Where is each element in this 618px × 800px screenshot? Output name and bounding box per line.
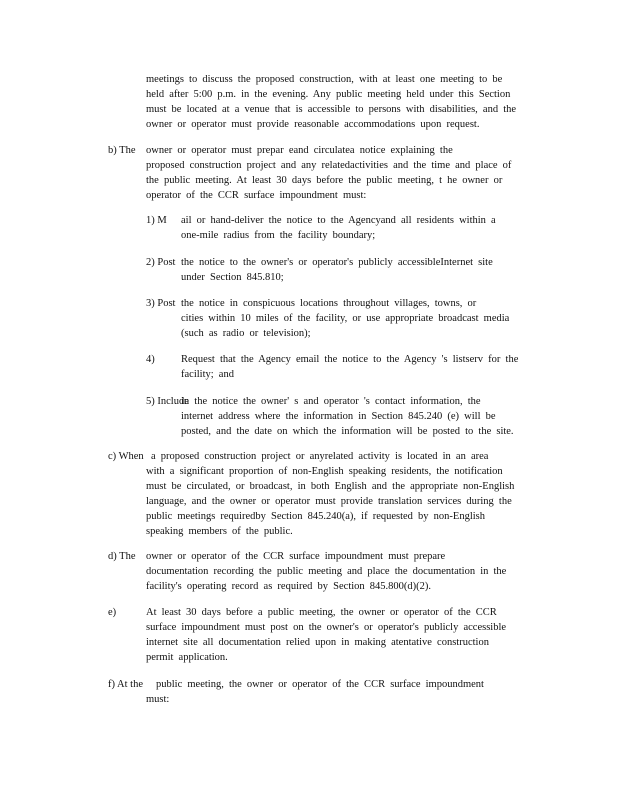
item-label: 3) Post: [146, 298, 176, 309]
text-line: owner or operator must provide reasonable accommodations upon request.: [146, 119, 480, 130]
text-line: speaking members of the public.: [146, 526, 293, 537]
text-line: public meetings requiredby Section 845.240(a), if requested by non-English: [146, 511, 486, 522]
text-line: facility; and: [181, 369, 234, 380]
paragraph-label: e): [108, 607, 117, 618]
text-line: owner or operator must prepar eand circulatea notice explaining the: [146, 145, 453, 156]
text-line: facility's operating record as required by Section 845.800(d)(2).: [146, 581, 432, 592]
item-label: 5) Include: [146, 396, 189, 407]
text-line: must be circulated, or broadcast, in both English and the appropriate non-English: [146, 481, 515, 492]
text-line: public meeting, the owner or operator of the CCR surface impoundment: [156, 679, 484, 690]
text-line: internet address where the information in Section 845.240 (e) will be: [181, 411, 496, 422]
text-line: held after 5:00 p.m. in the evening. Any public meeting held under this Section: [146, 89, 511, 100]
text-line: (such as radio or television);: [181, 328, 311, 339]
item-label: 2) Post: [146, 257, 176, 268]
text-line: owner or operator of the CCR surface impoundment must prepare: [146, 551, 446, 562]
text-line: the notice to the owner's or operator's publicly accessibleInternet site: [181, 257, 493, 268]
text-line: Request that the Agency email the notice to the Agency 's listserv for the: [181, 354, 519, 365]
text-line: language, and the owner or operator must provide translation services during the: [146, 496, 512, 507]
item-label: 1) M: [146, 215, 167, 226]
text-line: documentation recording the public meeting and place the documentation in the: [146, 566, 507, 577]
text-line: a proposed construction project or anyrelated activity is located in an area: [151, 451, 489, 462]
text-line: cities within 10 miles of the facility, or use appropriate broadcast media: [181, 313, 510, 324]
text-line: ail or hand-deliver the notice to the Agencyand all residents within a: [181, 215, 496, 226]
paragraph-label: b) The: [108, 145, 136, 156]
text-line: proposed construction project and any relatedactivities and the time and place of: [146, 160, 512, 171]
text-line: under Section 845.810;: [181, 272, 284, 283]
text-line: posted, and the date on which the information will be posted to the site.: [181, 426, 514, 437]
text-line: At least 30 days before a public meeting, the owner or operator of the CCR: [146, 607, 497, 618]
paragraph-label: d) The: [108, 551, 136, 562]
text-line: must be located at a venue that is accessible to persons with disabilities, and the: [146, 104, 517, 115]
text-line: the notice in conspicuous locations throughout villages, towns, or: [181, 298, 477, 309]
paragraph-label: f) At the: [108, 679, 143, 690]
text-line: one-mile radius from the facility boundary;: [181, 230, 376, 241]
text-line: must:: [146, 694, 170, 705]
text-line: surface impoundment must post on the owner's or operator's publicly accessible: [146, 622, 507, 633]
text-line: with a significant proportion of non-English speaking residents, the notification: [146, 466, 503, 477]
paragraph-label: c) When: [108, 451, 144, 462]
text-line: operator of the CCR surface impoundment must:: [146, 190, 367, 201]
text-line: permit application.: [146, 652, 228, 663]
text-line: internet site all documentation relied upon in making atentative construction: [146, 637, 489, 648]
text-line: in the notice the owner' s and operator 's contact information, the: [181, 396, 481, 407]
text-line: meetings to discuss the proposed construction, with at least one meeting to be: [146, 74, 503, 85]
item-label: 4): [146, 354, 155, 365]
text-line: the public meeting. At least 30 days before the public meeting, t he owner or: [146, 175, 503, 186]
